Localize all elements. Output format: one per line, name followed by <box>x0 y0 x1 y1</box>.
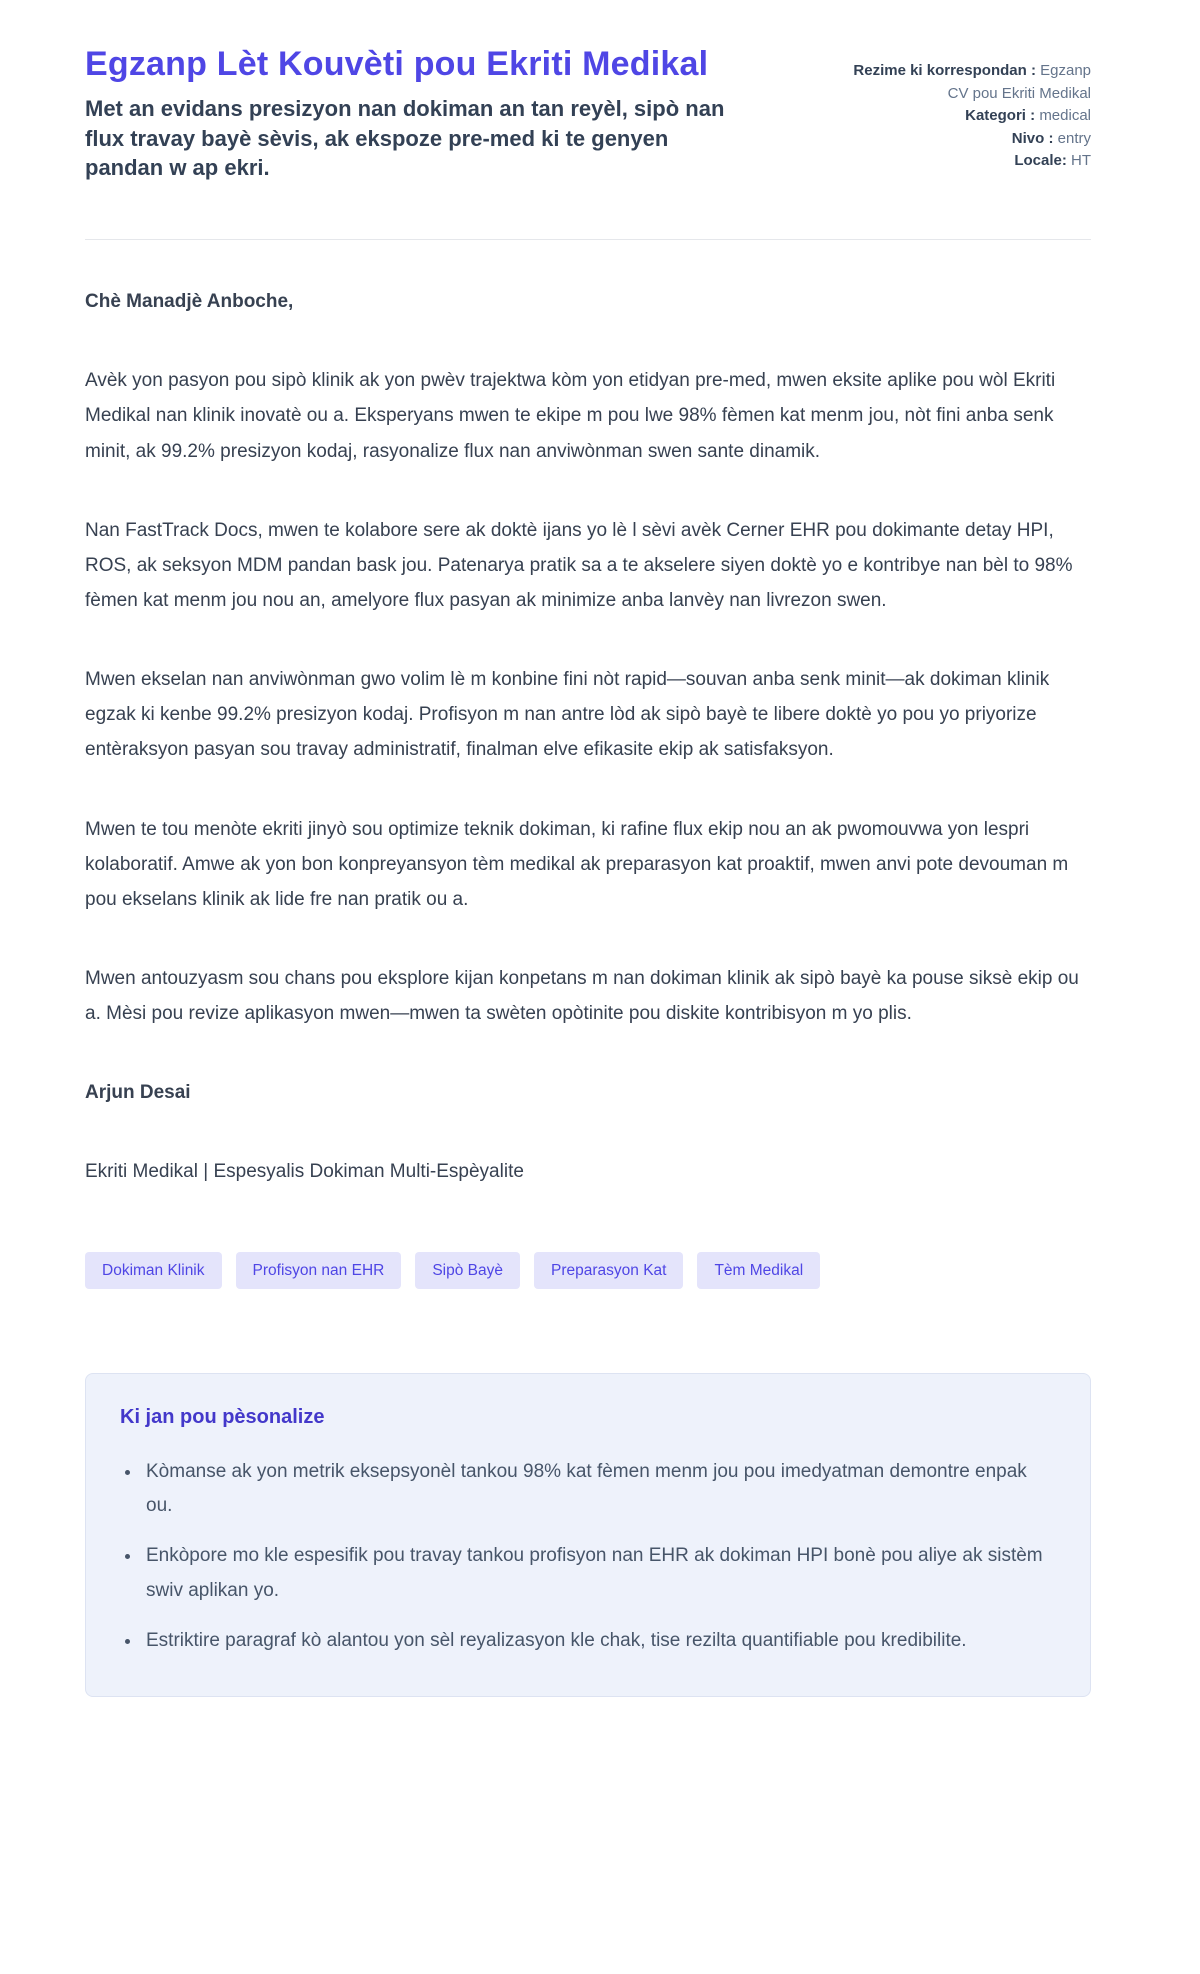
tag-pill-preparasyon-kat[interactable]: Preparasyon Kat <box>534 1252 683 1290</box>
meta-label: Kategori : <box>965 107 1036 124</box>
document-page <box>85 0 1091 1697</box>
personalize-bullet: • Kòmanse ak yon metrik eksepsyonèl tankou 98% kat fèmen menm jou pou imedyatman demontre enpak ou. <box>142 1455 1056 1523</box>
signature-name: Arjun Desai <box>85 1082 191 1104</box>
letter-paragraph: Mwen te tou menòte ekriti jinyò sou optimize teknik dokiman, ki rafine flux ekip nou an ak pwomouvwa yon lespri kolaboratif. Amwe ak yon bon konpreyansyon tèm medikal ak preparasyon kat proaktif, mwen anvi pote devouman m pou ekselans klinik ak lide fre nan pratik ou a. <box>85 818 1069 910</box>
letter-paragraph: Mwen ekselan nan anviwònman gwo volim lè m konbine fini nòt rapid—souvan anba senk minit—ak dokiman klinik egzak ki kenbe 99.2% presizyon kodaj. Profisyon m nan antre lòd ak sipò bayè te libere doktè yo pou yo priyorize entèraksyon pasyan sou travay administratif, finalman elve efikasite ekip ak satisfaksyon. <box>85 669 1050 761</box>
tag-pill-dokiman-klinik[interactable]: Dokiman Klinik <box>85 1252 222 1290</box>
personalize-bullet: • Estriktire paragraf kò alantou yon sèl reyalizasyon kle chak, tise rezilta quantifiable pou kredibilite. <box>142 1624 1056 1658</box>
meta-row-category <box>829 105 1091 128</box>
personalize-list <box>120 1455 1056 1658</box>
meta-row-level <box>829 128 1091 151</box>
page-subtitle: Met an evidans presizyon nan dokiman an tan reyèl, sipò nan flux travay bayè sèvis, ak ekspoze pre-med ki te genyen pandan w ap ekri. <box>85 96 725 181</box>
header-title-block <box>85 44 745 183</box>
personalize-heading: Ki jan pou pèsonalize <box>120 1406 325 1429</box>
meta-row-locale <box>829 150 1091 173</box>
letter-paragraph: Avèk yon pasyon pou sipò klinik ak yon pwèv trajektwa kòm yon etidyan pre-med, mwen eksite aplike pou wòl Ekriti Medikal nan klinik inovatè ou a. Eksperyans mwen te ekipe m pou lwe 98% fèmen kat menm jou, nòt fini anba senk minit, ak 99.2% presizyon kodaj, rasyonalize flux nan anviwònman swen sante dinamik. <box>85 370 1056 462</box>
letter-paragraph: Mwen antouzyasm sou chans pou eksplore kijan konpetans m nan dokiman klinik ak sipò bayè ka pouse siksè ekip ou a. Mèsi pou revize aplikasyon mwen—mwen ta swèten opòtinite pou diskite kontribisyon m yo plis. <box>85 968 1079 1025</box>
letter-paragraph: Nan FastTrack Docs, mwen te kolabore sere ak doktè ijans yo lè l sèvi avèk Cerner EHR pou dokimante detay HPI, ROS, ak seksyon MDM pandan bask jou. Patenarya pratik sa a te akselere siyen doktè yo e kontribye nan bèl to 98% fèmen kat menm jou nou an, amelyore flux pasyan ak minimize anba lanvèy nan livrezon swen. <box>85 519 1073 612</box>
meta-value: medical <box>1039 107 1091 124</box>
header-divider <box>85 239 1091 240</box>
tag-pill-sipo-baye[interactable]: Sipò Bayè <box>415 1252 520 1290</box>
meta-label: Nivo : <box>1011 129 1054 147</box>
tag-pill-profisyon-ehr[interactable]: Profisyon nan EHR <box>236 1252 402 1290</box>
page-title: Egzanp Lèt Kouvèti pou Ekriti Medikal <box>85 45 709 83</box>
personalize-card <box>85 1373 1091 1697</box>
meta-value: entry <box>1057 129 1091 147</box>
meta-row-resume <box>829 60 1091 105</box>
meta-value: Egzanp CV pou Ekriti Medikal <box>947 62 1091 102</box>
tag-pill-tem-medikal[interactable]: Tèm Medikal <box>697 1252 820 1290</box>
meta-label: Rezime ki korrespondan : <box>853 62 1036 79</box>
meta-value: HT <box>1071 152 1091 169</box>
letter-body <box>85 284 1091 1189</box>
personalize-bullet: • Enkòpore mo kle espesifik pou travay tankou profisyon nan EHR ak dokiman HPI bonè pou aliye ak sistèm swiv aplikan yo. <box>142 1539 1056 1607</box>
letter-greeting: Chè Manadjè Anboche, <box>85 291 294 313</box>
meta-label: Locale: <box>1014 152 1067 169</box>
signature-role: Ekriti Medikal | Espesyalis Dokiman Multi-Espèyalite <box>85 1161 524 1183</box>
meta-block <box>829 60 1091 173</box>
tag-list <box>85 1252 1091 1290</box>
header <box>85 44 1091 183</box>
